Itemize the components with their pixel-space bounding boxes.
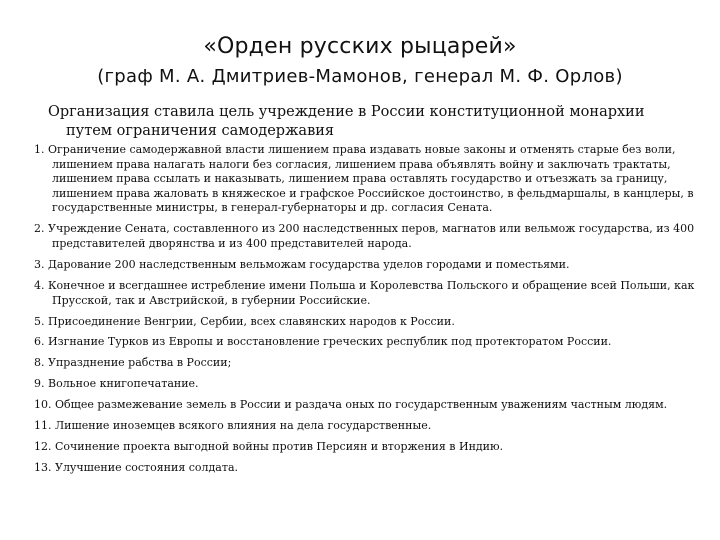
- program-list: [34, 143, 696, 482]
- slide-subtitle: (граф М. А. Дмитриев-Мамонов, генерал М. Ф. Орлов): [97, 66, 623, 87]
- list-item: 13. Улучшение состояния солдата.: [34, 461, 239, 475]
- list-item: 11. Лишение иноземцев всякого влияния на дела государственные.: [34, 419, 432, 433]
- list-item: 9. Вольное книгопечатание.: [34, 377, 199, 391]
- list-item: 8. Упразднение рабства в России;: [34, 356, 232, 370]
- intro-line-2: путем ограничения самодержавия: [66, 123, 335, 139]
- list-item: 5. Присоединение Венгрии, Сербии, всех славянских народов к России.: [34, 314, 455, 328]
- intro-text: [48, 103, 678, 141]
- list-item: 12. Сочинение проекта выгодной войны против Персиян и вторжения в Индию.: [34, 440, 504, 454]
- list-item: 10. Общее размежевание земель в России и раздача оных по государственным уважениям частным людям.: [34, 398, 668, 412]
- list-item: 4. Конечное и всегдашнее истребление имени Польша и Королевства Польского и обращение всей Польши, как Прусской, так и Австрийской, в губернии Российские.: [34, 278, 695, 307]
- list-item: 2. Учреждение Сената, составленного из 200 наследственных перов, магнатов или вельмож государства, из 400 представителей дворянства и из 400 представителей народа.: [34, 222, 695, 250]
- list-item: 6. Изгнание Турков из Европы и восстановление греческих республик под протекторатом России.: [34, 335, 612, 349]
- slide-title: «Орден русских рыцарей»: [203, 34, 517, 59]
- list-item: 1. Ограничение самодержавной власти лишением права издавать новые законы и отменять старые без воли, лишением права налагать налоги без согласия, лишением права объявлять войну и заключать трактаты, лишением права ссылать и наказывать, лишением права оставлять государство и отъезжать за границу, лишением права жаловать в княжеское и графское Российское достоинство, в фельдмаршалы, в канцлеры, в государственные министры, в генерал-губернаторы и др. согласия Сената.: [34, 143, 694, 215]
- list-item: 3. Дарование 200 наследственным вельможам государства уделов городами и поместьями.: [34, 257, 570, 271]
- intro-line-1: Организация ставила цель учреждение в России конституционной монархии: [48, 104, 645, 120]
